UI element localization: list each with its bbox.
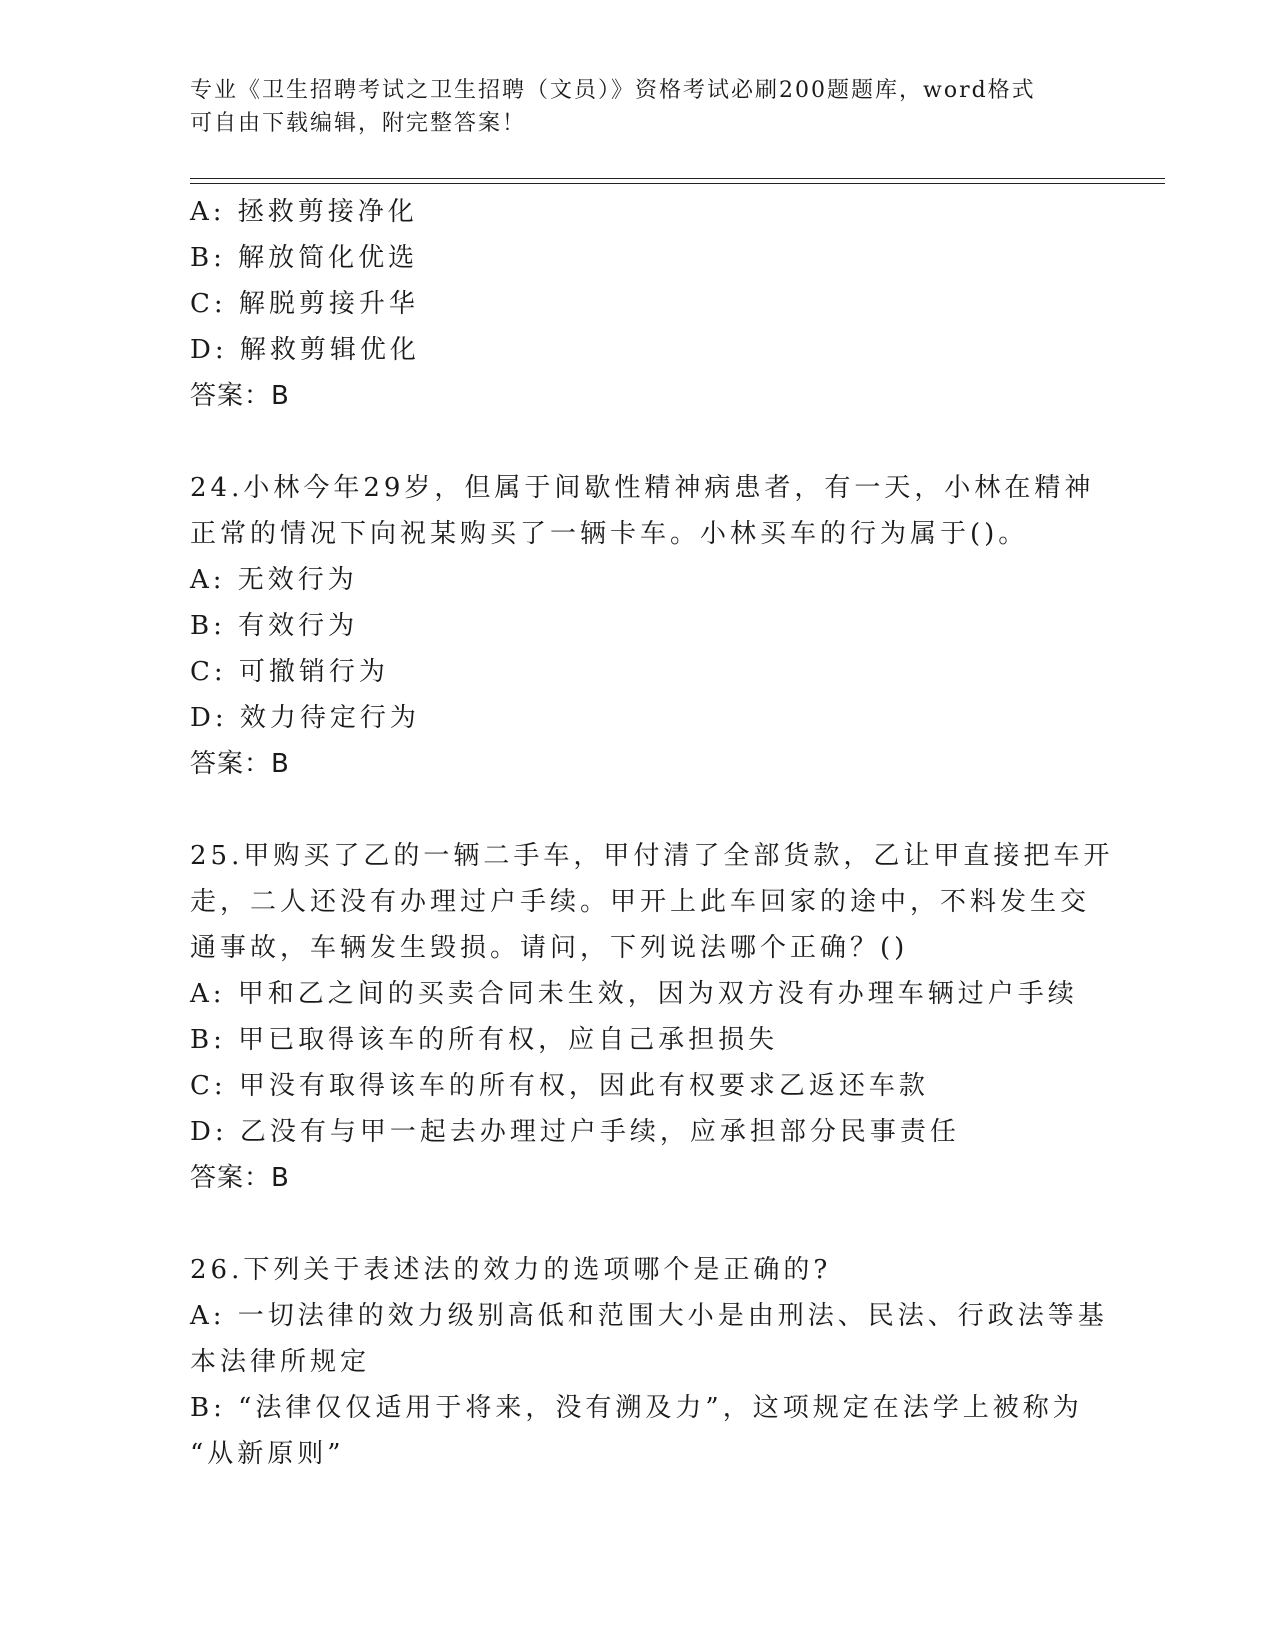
option-a: A: 甲和乙之间的买卖合同未生效，因为双方没有办理车辆过户手续 bbox=[190, 979, 1078, 1009]
option-d: D: 乙没有与甲一起去办理过户手续，应承担部分民事责任 bbox=[190, 1117, 960, 1147]
option-b: B: “法律仅仅适用于将来，没有溯及力”，这项规定在法学上被称为 bbox=[190, 1393, 1083, 1423]
question-text-line: 通事故，车辆发生毁损。请问，下列说法哪个正确？() bbox=[190, 933, 909, 963]
option-b-continued: “从新原则” bbox=[190, 1439, 345, 1469]
document-header bbox=[190, 74, 1070, 140]
option-b: B: 甲已取得该车的所有权，应自己承担损失 bbox=[190, 1025, 779, 1055]
spacer bbox=[190, 419, 1090, 465]
answer-line: 答案：B bbox=[190, 381, 290, 411]
answer-line: 答案：B bbox=[190, 749, 290, 779]
option-a: A: 拯救剪接净化 bbox=[190, 197, 418, 227]
header-divider-bottom bbox=[190, 183, 1165, 184]
question-text-line: 走，二人还没有办理过户手续。甲开上此车回家的途中，不料发生交 bbox=[190, 887, 1091, 917]
question-25 bbox=[190, 833, 1114, 1201]
question-text-line: 24.小林今年29岁，但属于间歇性精神病患者，有一天，小林在精神 bbox=[190, 473, 1095, 503]
option-a-continued: 本法律所规定 bbox=[190, 1347, 371, 1377]
spacer bbox=[190, 1201, 1090, 1247]
option-a: A: 无效行为 bbox=[190, 565, 358, 595]
option-b: B: 解放简化优选 bbox=[190, 243, 419, 273]
option-b: B: 有效行为 bbox=[190, 611, 359, 641]
question-content bbox=[190, 189, 1114, 1477]
question-text-line: 26.下列关于表述法的效力的选项哪个是正确的? bbox=[190, 1255, 832, 1285]
question-23 bbox=[190, 189, 1090, 419]
answer-line: 答案：B bbox=[190, 1163, 290, 1193]
option-a: A: 一切法律的效力级别高低和范围大小是由刑法、民法、行政法等基 bbox=[190, 1301, 1108, 1331]
question-text-line: 25.甲购买了乙的一辆二手车，甲付清了全部货款，乙让甲直接把车开 bbox=[190, 841, 1114, 871]
header-line-2: 可自由下载编辑，附完整答案！ bbox=[190, 111, 527, 136]
option-d: D: 解救剪辑优化 bbox=[190, 335, 420, 365]
question-26 bbox=[190, 1247, 1108, 1477]
header-line-1: 专业《卫生招聘考试之卫生招聘（文员）》资格考试必刷200题题库，word格式 bbox=[190, 78, 1036, 103]
header-divider-top bbox=[190, 178, 1165, 179]
spacer bbox=[190, 787, 1090, 833]
option-c: C: 可撤销行为 bbox=[190, 657, 389, 687]
question-24 bbox=[190, 465, 1095, 787]
option-c: C: 甲没有取得该车的所有权，因此有权要求乙返还车款 bbox=[190, 1071, 929, 1101]
question-text-line: 正常的情况下向祝某购买了一辆卡车。小林买车的行为属于()。 bbox=[190, 519, 1029, 549]
option-c: C: 解脱剪接升华 bbox=[190, 289, 419, 319]
option-d: D: 效力待定行为 bbox=[190, 703, 420, 733]
